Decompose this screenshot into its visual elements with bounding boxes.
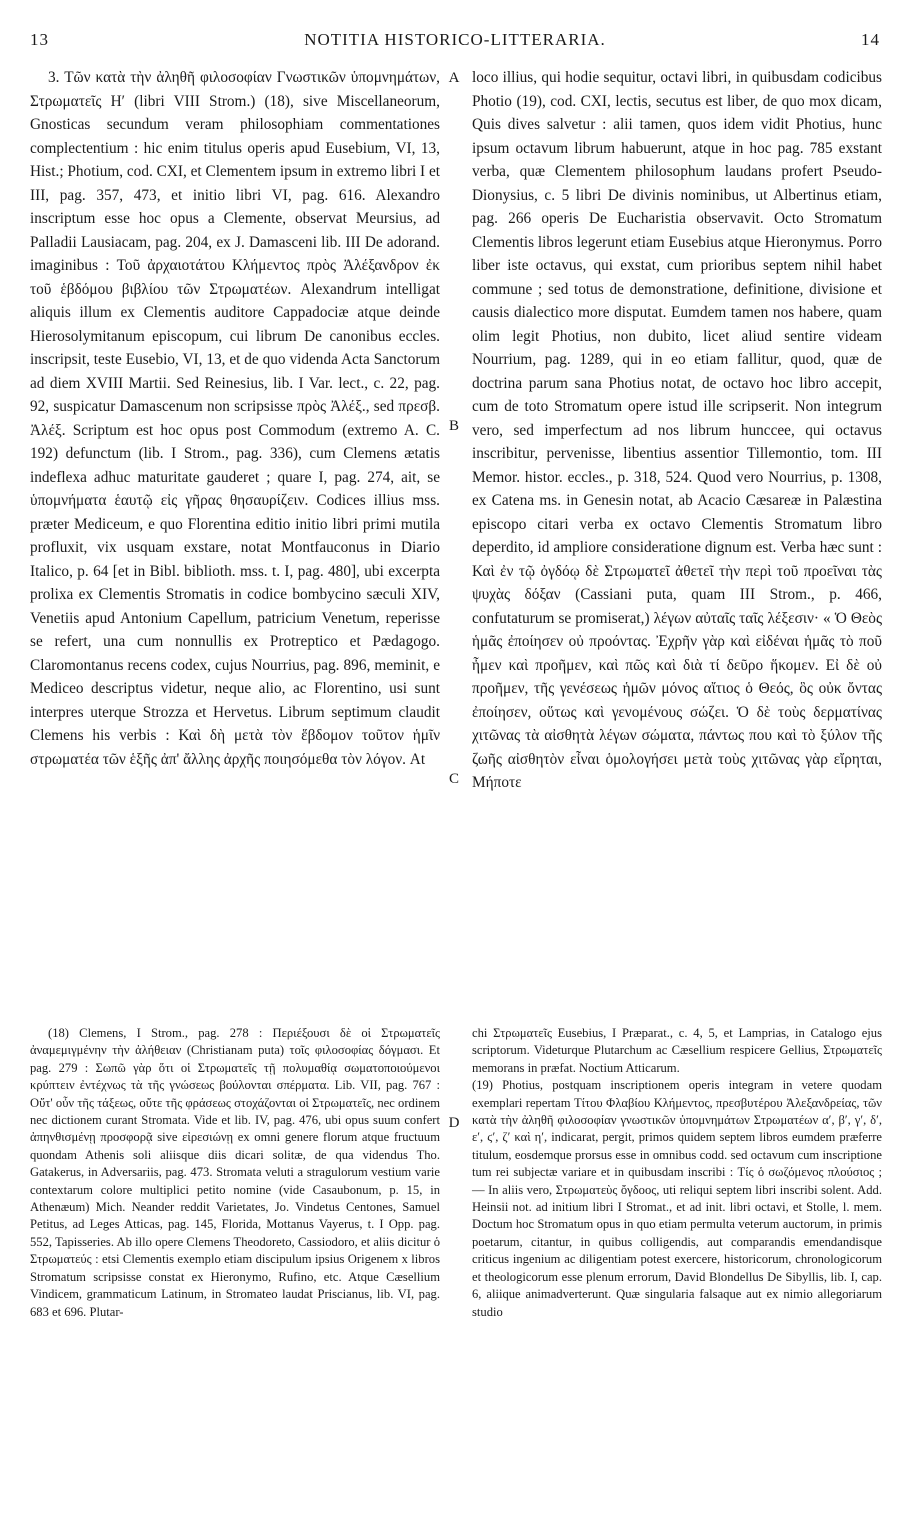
footnote-19: chi Στρωματεῖς Eusebius, I Præparat., c. 4, 5, et Lamprias, in Catalogo ejus scriptorum. Videturque Plutarchum ac Cæsellium respicere Gellius, Στρωματεῖς memorans in præfat. Noctium Atticarum. (19) Photius, postquam inscriptionem operis integram in vetere quodam exemplari repertam Τίτου Φλαβίου Κλήμεντος, πρεσβυτέρου Ἀλεξανδρείας, τῶν κατὰ τὴν ἀληθῆ φιλοσοφίαν γνωστικῶν ὑπομνημάτων Στρωματέων α′, β′, γ′, δ′, ε′, ϛ′, ζ′ καὶ η′, indicarat, pergit, primos quidem septem libros eumdem præferre titulum, eosdemque prorsus esse in omnibus codd. sed octavum cum inscriptione tum rei subjectæ variare et in quibusdam inscribi : Τίς ὁ σωζόμενος πλούσιος ; — In aliis vero, Στρωματεὺς ὄγδοος, uti reliqui septem libri inscribi solent. Add. Heinsii not. ad initium libri I Stromat., et ad init. libri octavi, et Stolle, l. mem. Doctum hoc Stromatum opus in quo etiam permulta veterum auctorum, in primis poetarum, citantur, in quibus colligendis, aut comparandis emendandisque criticus ingenium ac diligentiam potest exercere, historicorum, chronologicorum et theologicorum esse plenum errorum, David Blondellus De Sibyllis, lib. I, cap. 6, aliique animadverterunt. Quæ singularia falsaque aut ex nimio allegoriarum studio bbox=[472, 1026, 882, 1319]
left-column bbox=[30, 66, 440, 771]
footnotes-left bbox=[30, 1025, 440, 1321]
margin-mark-d: D bbox=[448, 1115, 460, 1131]
footnote-18: (18) Clemens, I Strom., pag. 278 : Περιέξουσι δὲ οἱ Στρωματεῖς ἀναμεμιγμένην τὴν ἀλήθειαν (Christianam puta) τοῖς φιλοσοφίας δόγμασι. Et pag. 279 : Σωπῶ γὰρ ὅτι οἱ Στρωματεῖς τῇ πολυμαθίᾳ σωματοποιούμενοι κρύπτειν ἐντέχνως τὰ τῆς γνώσεως βούλονται σπέρματα. Lib. VII, pag. 767 : Οὔτ' οὖν τῆς τάξεως, οὔτε τῆς φράσεως στοχάζονται οἱ Στρωματεῖς, nec ordinem nec dictionem curant Stromata. Vide et lib. IV, pag. 476, ubi opus suum confert ἀπηνθισμένῃ προσφορᾷ sive εἰρεσιώνῃ ex omni genere florum atque fructuum quondam Athenis soli aliisque diis dicari solitæ, de qua videndus Tho. Gatakerus, in Adversariis, pag. 473. Stromata veluti a stragulorum vestium varie contextarum colore multiplici petito nomine (vide Casaubonum, p. 15, in Athenæum) Mich. Neander reddit Varietates, Jo. Vindetus Centones, Samuel Petitus, ad Leges Atticas, pag. 145, Florida, Mottanus Vayerus, t. I Opp. pag. 552, Tapisseries. Ab illo opere Clemens Theodoreto, Cassiodoro, et aliis dicitur ὁ Στρωματεύς : etsi Clementis exemplo etiam discipulum ipsius Origenem x libros Stromatum scripsisse constat ex Hieronymo, Rufino, etc. Atque Cæsellium Vindicem, grammaticum Latinum, in Stromateo laudat Priscianus, lib. VI, pag. 683 et 696. Plutar- bbox=[30, 1026, 440, 1319]
page-number-right: 14 bbox=[861, 30, 880, 49]
margin-mark-c: C bbox=[448, 771, 459, 787]
right-column bbox=[472, 66, 882, 795]
running-head: NOTITIA HISTORICO-LITTERARIA. bbox=[304, 30, 606, 49]
right-column-text: loco illius, qui hodie sequitur, octavi libri, in quibusdam codicibus Photio (19), cod. CXI, lectis, secutus est liber, de quo mox dicam, Quis dives salvetur : alii tamen, quos idem vidit Photius, hunc ipsum octavum librum habuerunt, atque in hoc pag. 785 exstant verba, quæ Clementem philosophum laudans profert Pseudo-Dionysius, c. 5 libri De divinis nominibus, ut Albertinus etiam, pag. 266 operis De Eucharistia observavit. Octo Stromatum Clementis libros legerunt etiam Eusebius atque Hieronymus. Porro liber iste octavus, qui exstat, cum prioribus septem nihil habet commune ; sed totus de demonstratione, definitione, divisione et causis dialectico more disputat. Eumdem tamen nos habere, quam olim legit Photius, non dubito, licet aliud sentire videam Nourrium, pag. 1289, qui in eo etiam fallitur, quod, quæ de doctrina parum sana Photius notat, de octavo hoc libro accepit, cum de toto Stromatum opere istud ille scripserit. Non integrum vero, sed imperfectum ad nos librum hunccee, qui octavus inscribitur, pervenisse, libentius assentior Tillemontio, tom. III Memor. histor. eccles., p. 318, 524. Quod vero Nourrius, p. 1308, ex Catena ms. in Genesin notat, ab Acacio Cæsareæ in Palæstina episcopo citari verba ex octavo Clementis Stromatum libro deperdito, id ampliore consideratione dignum est. Verba hæc sunt : Καὶ ἐν τῷ ὀγδόῳ δὲ Στρωματεῖ ἀθετεῖ τὴν περὶ τοῦ προεῖναι τὰς ψυχὰς δόξαν (Cassiani puta, quam III Strom., p. 466, confutaturum se promiserat,) λέγων αὐταῖς ταῖς λέξεσιν· « Ὁ Θεὸς ἡμᾶς ἐποίησεν οὐ προόντας. Ἐχρῆν γὰρ καὶ εἰδέναι ἡμᾶς τὸ ποῦ ἦμεν καὶ προῆμεν, καὶ πῶς καὶ διὰ τί δεῦρο ἥκομεν. Εἰ δὲ οὐ προῆμεν, τῆς γενέσεως ἡμῶν μόνος αἴτιος ὁ Θεός, ὃς οὐκ ὄντας ἐποίησεν, οὕτως καὶ γενομένους σώζει. Ὁ δὲ τοὺς δερματίνας χιτῶνας τὰ αἰσθητὰ λέγων σώματα, πάντως που καὶ τὸ ξύλον τῆς ζωῆς αἰσθητὸν εἶναι ὁμολογήσει μετὰ τοὺς χιτῶνας γὰρ εἴρηται, Μήποτε bbox=[472, 69, 882, 791]
footnotes-right bbox=[472, 1025, 882, 1321]
page-number-left: 13 bbox=[30, 30, 49, 49]
margin-mark-a: A bbox=[448, 70, 460, 86]
left-column-text: 3. Τῶν κατὰ τὴν ἀληθῆ φιλοσοφίαν Γνωστικῶν ὑπομνημάτων, Στρωματεῖς Η′ (libri VIII Strom.) (18), sive Miscellaneorum, Gnosticas secundum veram philosophiam commentationes complectentium : hic enim titulus operis apud Eusebium, VI, 13, Hist.; Photium, cod. CXI, et Clementem ipsum in extremo libri I et III, pag. 357, 473, et initio libri VI, pag. 616. Alexandro inscriptum esse hoc opus a Clemente, observat Meursius, ad Palladii Lausiacam, pag. 204, ex J. Damasceni lib. III De adorand. imaginibus : Τοῦ ἀρχαιοτάτου Κλήμεντος πρὸς Ἀλέξανδρον ἐκ τοῦ ἑβδόμου βιβλίου τῶν Στρωματέων. Alexandrum intelligat aliquis illum ex Clementis auditore Cappadociæ atque deinde Hierosolymitanum episcopum, cui librum De canonibus eccles. inscripsit, teste Eusebio, VI, 13, et de quo videnda Acta Sanctorum ad diem XVIII Martii. Sed Reinesius, lib. I Var. lect., c. 22, pag. 92, suspicatur Damascenum non scripsisse πρὸς Ἀλέξ., sed πρεσβ. Ἀλέξ. Scriptum est hoc opus post Commodum (extremo A. C. 192) defunctum (lib. I Strom., pag. 336), cum Clemens ætatis indeflexa adhuc maturitate gauderet ; quare I, pag. 274, ait, se ὑπομνήματα ἑαυτῷ εἰς γῆρας θησαυρίζειν. Codices illius mss. præter Mediceum, e quo Florentina editio initio libri primi mutila profluxit, vix usquam exstare, notat Montfauconus in Diario Italico, p. 64 [et in Bibl. biblioth. mss. t. I, pag. 480], ubi excerpta prolixa ex Clementis Stromatis in codice bombycino sæculi XIV, Venetiis apud Antonium Capellum, patricium Venetum, reperisse se refert, una cum nonnullis ex Protreptico et Pædagogo. Claromontanus recens codex, cujus Nourrius, pag. 896, meminit, e Mediceo descriptus videtur, neque alio, ac Florentino, usi sunt interpres uterque Strozza et Hervetus. Librum septimum claudit Clemens his verbis : Καὶ δὴ μετὰ τὸν ἕβδομον τοῦτον ἡμῖν στρωματέα τῶν ἑξῆς ἀπ' ἄλλης ἀρχῆς ποιησόμεθα τὸν λόγον. At bbox=[30, 69, 440, 768]
page-header bbox=[30, 30, 880, 58]
margin-mark-b: B bbox=[448, 418, 459, 434]
